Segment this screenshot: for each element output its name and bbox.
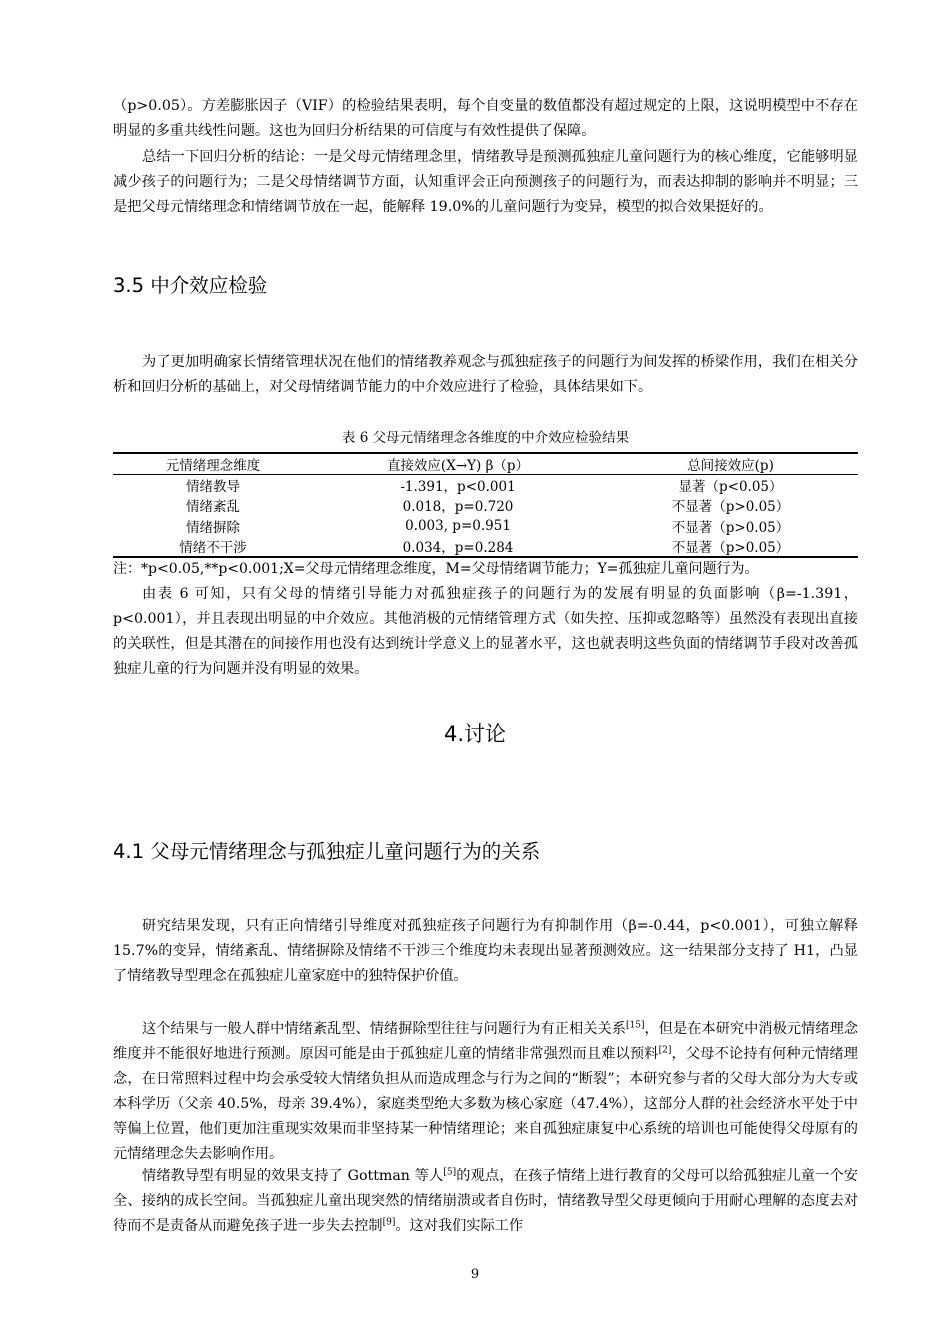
text-run: ，父母不论持有何种元情绪理念，在日常照料过程中均会承受较大情绪负担从而造成理念与行为之间的“断裂”；本研究参与者的父母大部分为大专或本科学历（父亲 40.5%，母亲 39.4%），家庭类型绝大多数为核心家庭（47.4%），这部分人群的社会经济水平处于中等偏上位置，他们更加注重现实效果而非坚持某一种情绪理论；来自孤独症康复中心系统的培训也可能使得父母原有的元情绪理念失去影响作用。 <box>113 1046 858 1162</box>
text-run: 这个结果与一般人群中情绪紊乱型、情绪摒除型往往与问题行为有正相关关系 <box>142 1021 626 1037</box>
paragraph-vif: （p>0.05）。方差膨胀因子（VIF）的检验结果表明，每个自变量的数值都没有超过规定的上限，这说明模型中不存在明显的多重共线性问题。这也为回归分析结果的可信度与有效性提供了保障。 <box>113 98 858 139</box>
table-row <box>113 475 858 496</box>
table-header-row <box>113 453 858 475</box>
citation-15: [15] <box>625 1020 645 1031</box>
table-row <box>113 516 858 537</box>
table-header-cell: 直接效应(X→Y) β（p） <box>313 453 603 475</box>
paragraph-mediation-intro: 为了更加明确家长情绪管理状况在他们的情绪教养观念与孤独症孩子的问题行为间发挥的桥梁作用，我们在相关分析和回归分析的基础上，对父母情绪调节能力的中介效应进行了检验，具体结果如下。 <box>113 354 858 395</box>
table-row <box>113 495 858 516</box>
paragraph-general-population <box>113 1017 858 1167</box>
table-cell: 显著（p<0.05） <box>678 479 783 495</box>
section-heading-3-5: 3.5 中介效应检验 <box>113 274 268 297</box>
table-cell: 情绪教导 <box>186 479 240 495</box>
section-heading-4-1: 4.1 父母元情绪理念与孤独症儿童问题行为的关系 <box>113 840 541 863</box>
table-cell: 不显著（p>0.05） <box>603 536 858 557</box>
chapter-heading-4: 4.讨论 <box>443 722 507 746</box>
table-header-cell: 总间接效应(p) <box>603 453 858 475</box>
table-cell: 0.003, p=0.951 <box>405 517 511 534</box>
table-cell: 不显著（p>0.05） <box>671 499 790 516</box>
text-run: 情绪教导型有明显的效果支持了 Gottman 等人 <box>142 1168 444 1184</box>
table-cell: 不显著（p>0.05） <box>671 519 790 536</box>
table-cell: -1.391，p<0.001 <box>400 479 516 495</box>
paragraph-regression-summary: 总结一下回归分析的结论：一是父母元情绪理念里，情绪教导是预测孤独症儿童问题行为的核心维度，它能够明显减少孩子的问题行为；二是父母情绪调节方面，认知重评会正向预测孩子的问题行为，而表达抑制的影响并不明显；三是把父母元情绪理念和情绪调节放在一起，能解释 19.0%的儿童问题行为变异，模型的拟合效果挺好的。 <box>113 149 858 215</box>
table-cell: 0.018，p=0.720 <box>402 499 514 516</box>
table-caption: 表 6 父母元情绪理念各维度的中介效应检验结果 <box>341 430 630 446</box>
table-note: 注：*p<0.05,**p<0.001;X=父母元情绪理念维度，M=父母情绪调节能力；Y=孤独症儿童问题行为。 <box>113 561 759 577</box>
citation-9: [9] <box>382 1217 396 1228</box>
table-row <box>113 536 858 557</box>
paragraph-gottman <box>113 1164 858 1239</box>
paragraph-findings: 研究结果发现，只有正向情绪引导维度对孤独症孩子问题行为有抑制作用（β=-0.44，p<0.001），可独立解释 15.7%的变异，情绪紊乱、情绪摒除及情绪不干涉三个维度均未表现出显著预测效应。这一结果部分支持了 H1，凸显了情绪教导型理念在孤独症儿童家庭中的独特保护价值。 <box>113 918 858 984</box>
table-cell: 0.034，p=0.284 <box>313 536 603 557</box>
table-header-cell: 元情绪理念维度 <box>113 453 313 475</box>
citation-5: [5] <box>443 1167 457 1178</box>
citation-2: [2] <box>658 1045 672 1056</box>
table-cell: 情绪不干涉 <box>113 536 313 557</box>
text-run: ，但是在本研究中消极元情绪理念维度并不能很好地进行预测。原因可能是由于孤独症儿童的情绪非常强烈而且难以预料 <box>113 1021 858 1062</box>
text-run: 的观点，在孩子情绪上进行教育的父母可以给孤独症儿童一个安全、接纳的成长空间。当孤独症儿童出现突然的情绪崩溃或者自伤时，情绪教导型父母更倾向于用耐心理解的态度去对待而不是责备从而避免孩子进一步失去控制 <box>113 1168 858 1234</box>
table-cell: 情绪摒除 <box>186 519 240 536</box>
table-cell: 情绪紊乱 <box>186 499 240 516</box>
paragraph-table-result: 由表 6 可知，只有父母的情绪引导能力对孤独症孩子的问题行为的发展有明显的负面影响（β=-1.391，p<0.001），并且表现出明显的中介效应。其他消极的元情绪管理方式（如失控、压抑或忽略等）虽然没有表现出直接的关联性，但是其潜在的间接作用也没有达到统计学意义上的显著水平，这也就表明这些负面的情绪调节手段对改善孤独症儿童的行为问题并没有明显的效果。 <box>113 586 858 677</box>
mediation-table <box>113 452 858 558</box>
text-run: 。这对我们实际工作 <box>395 1218 524 1234</box>
page-number: 9 <box>470 1267 480 1282</box>
